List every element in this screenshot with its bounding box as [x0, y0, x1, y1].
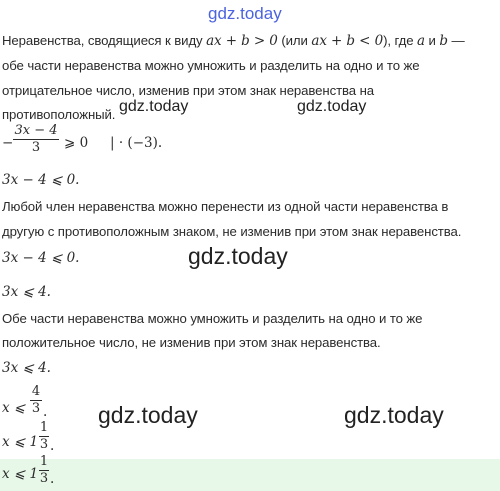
eq2: 3x − 4 ⩽ 0. [2, 172, 80, 188]
eq7-fraction [39, 421, 49, 452]
eq8-dot: . [50, 471, 55, 487]
text-line-7: Обе части неравенства можно умножить и разделить на одно и то же [2, 311, 423, 326]
eq7-denominator: 3 [39, 437, 49, 452]
eq7-numerator: 1 [39, 420, 49, 435]
text-line-5: Любой член неравенства можно перенести из одной части неравенства в [2, 199, 449, 214]
eq1-minus: − [2, 135, 14, 151]
eq3: 3x − 4 ⩽ 0. [2, 250, 80, 266]
eq1-denominator: 3 [31, 140, 41, 155]
eq6-dot: . [43, 404, 48, 420]
eq6-numerator: 4 [31, 384, 41, 399]
answer-highlight [0, 459, 500, 491]
text-line-3: отрицательное число, изменив при этом знак неравенства на [2, 83, 374, 98]
watermark-top: gdz.today [208, 4, 282, 23]
eq7-lhs: x ⩽ 1 [2, 434, 39, 450]
eq6-denominator: 3 [31, 401, 41, 416]
eq8-numerator: 1 [39, 454, 49, 469]
text-line-2: обе части неравенства можно умножить и разделить на одно и то же [2, 58, 420, 73]
eq4: 3x ⩽ 4. [2, 284, 51, 300]
text-line-8: положительное число, не изменив при этом знак неравенства. [2, 335, 381, 350]
eq1-relation: ⩾ 0 [64, 135, 89, 151]
watermark-bottom-left: gdz.today [98, 402, 198, 428]
eq1-multiplier: | · (−3). [110, 135, 163, 151]
eq1-fraction [13, 124, 59, 155]
text-line-1: Неравенства, сводящиеся к виду ax + b > 0 (или ax + b < 0), где a и b — [2, 33, 465, 49]
eq8-denominator: 3 [39, 471, 49, 486]
eq6-lhs: x ⩽ [2, 400, 26, 416]
eq7-dot: . [50, 438, 55, 454]
eq8-fraction [39, 455, 49, 486]
text-line-4: противоположный. [2, 107, 116, 122]
eq8-lhs: x ⩽ 1 [2, 466, 39, 482]
text-line-6: другую с противоположным знаком, не изменив при этом знак неравенства. [2, 224, 462, 239]
watermark-small-right: gdz.today [297, 98, 367, 115]
watermark-bottom-right: gdz.today [344, 402, 444, 428]
watermark-center: gdz.today [188, 243, 288, 269]
eq6-fraction [30, 385, 42, 416]
watermark-small-left: gdz.today [119, 98, 189, 115]
eq5: 3x ⩽ 4. [2, 360, 51, 376]
eq1-numerator: 3x − 4 [14, 123, 58, 138]
